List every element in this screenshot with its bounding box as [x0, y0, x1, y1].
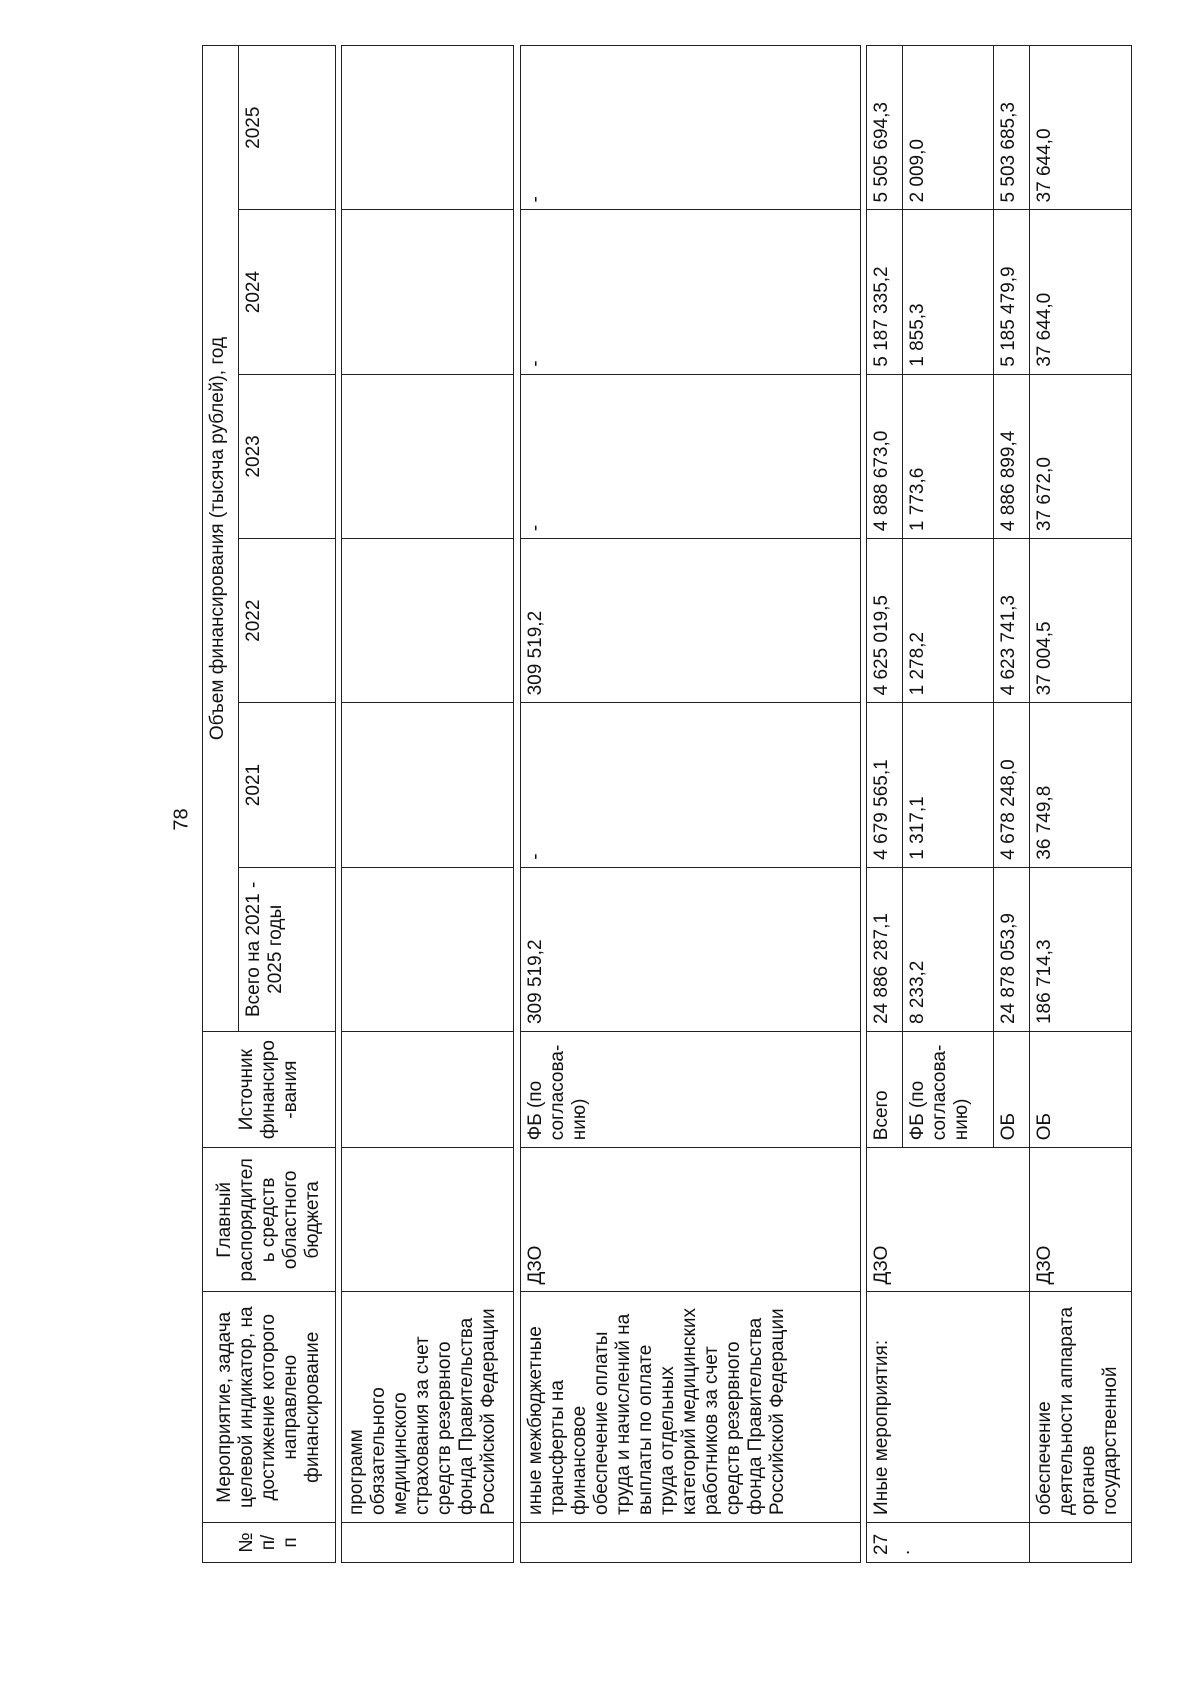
row-manager: ДЗО	[1029, 1148, 1131, 1292]
row-value: 24 886 287,1	[866, 867, 902, 1031]
header-manager: Главный распорядитель средств областного бюджета	[203, 1148, 336, 1292]
section-num: 27.	[866, 1522, 1029, 1562]
row-value: 4 886 899,4	[993, 374, 1029, 538]
row-value: -	[520, 703, 860, 867]
row-value: -	[520, 46, 860, 210]
row-activity: иные межбюджетные трансферты на финансовое обеспечение оплаты труда и начислений на выплаты по оплате труда отдельных категорий медицинских работников за счет средств резервного фонда Правительства Российской Федерации	[520, 1292, 860, 1522]
row-value: -	[520, 210, 860, 374]
row-value	[342, 374, 514, 538]
row-value: 1 855,3	[902, 210, 993, 374]
row-value: 4 623 741,3	[993, 539, 1029, 703]
row-value	[342, 210, 514, 374]
row-value: 309 519,2	[520, 867, 860, 1031]
financing-table	[202, 45, 1132, 1563]
row-value: 1 317,1	[902, 703, 993, 867]
row-value: 4 679 565,1	[866, 703, 902, 867]
header-total: Всего на 2021 - 2025 годы	[238, 867, 335, 1031]
row-activity: обеспечение деятельности аппарата органов государственной	[1029, 1292, 1131, 1522]
header-year: 2021	[238, 703, 335, 867]
row-value: 309 519,2	[520, 539, 860, 703]
row-value: 4 888 673,0	[866, 374, 902, 538]
row-source: ОБ	[1029, 1032, 1131, 1148]
row-value	[342, 539, 514, 703]
row-num	[520, 1522, 860, 1562]
row-value: 4 678 248,0	[993, 703, 1029, 867]
table-row	[1029, 46, 1131, 1563]
row-num	[1029, 1522, 1131, 1562]
header-activity: Мероприятие, задача целевой индикатор, на достижение которого направлено финансирование	[203, 1292, 336, 1522]
rotated-table-container	[202, 45, 1132, 1563]
header-year: 2022	[238, 539, 335, 703]
row-num	[342, 1522, 514, 1562]
row-source: ОБ	[993, 1032, 1029, 1148]
row-value: 4 625 019,5	[866, 539, 902, 703]
row-value: 5 185 479,9	[993, 210, 1029, 374]
row-value: -	[520, 374, 860, 538]
row-value: 37 644,0	[1029, 210, 1131, 374]
row-activity: программ обязательного медицинского страхования за счет средств резервного фонда Правительства Российской Федерации	[342, 1292, 514, 1522]
header-source: Источник финансиро-вания	[203, 1032, 336, 1148]
section-manager: ДЗО	[866, 1148, 1029, 1292]
row-value: 5 503 685,3	[993, 46, 1029, 210]
row-manager	[342, 1148, 514, 1292]
row-value: 2 009,0	[902, 46, 993, 210]
row-value: 1 773,6	[902, 374, 993, 538]
row-value: 24 878 053,9	[993, 867, 1029, 1031]
row-source	[342, 1032, 514, 1148]
table-row	[342, 46, 514, 1563]
row-value: 37 672,0	[1029, 374, 1131, 538]
row-value	[342, 867, 514, 1031]
row-value: 8 233,2	[902, 867, 993, 1031]
header-year: 2025	[238, 46, 335, 210]
row-value	[342, 46, 514, 210]
table-row	[520, 46, 860, 1563]
row-value	[342, 703, 514, 867]
header-num: № п/п	[203, 1522, 336, 1562]
row-value: 37 644,0	[1029, 46, 1131, 210]
row-value: 5 187 335,2	[866, 210, 902, 374]
row-source: Всего	[866, 1032, 902, 1148]
header-volume: Объем финансирования (тысяча рублей), год	[203, 46, 239, 1032]
header-year: 2024	[238, 210, 335, 374]
row-source: ФБ (по согласова-нию)	[902, 1032, 993, 1148]
row-value: 1 278,2	[902, 539, 993, 703]
table-row	[866, 46, 902, 1563]
row-manager: ДЗО	[520, 1148, 860, 1292]
page-number: 78	[170, 808, 193, 831]
section-activity: Иные мероприятия:	[866, 1292, 1029, 1522]
header-year: 2023	[238, 374, 335, 538]
row-value: 186 714,3	[1029, 867, 1131, 1031]
row-source: ФБ (по согласова-нию)	[520, 1032, 860, 1148]
row-value: 5 505 694,3	[866, 46, 902, 210]
row-value: 37 004,5	[1029, 539, 1131, 703]
row-value: 36 749,8	[1029, 703, 1131, 867]
